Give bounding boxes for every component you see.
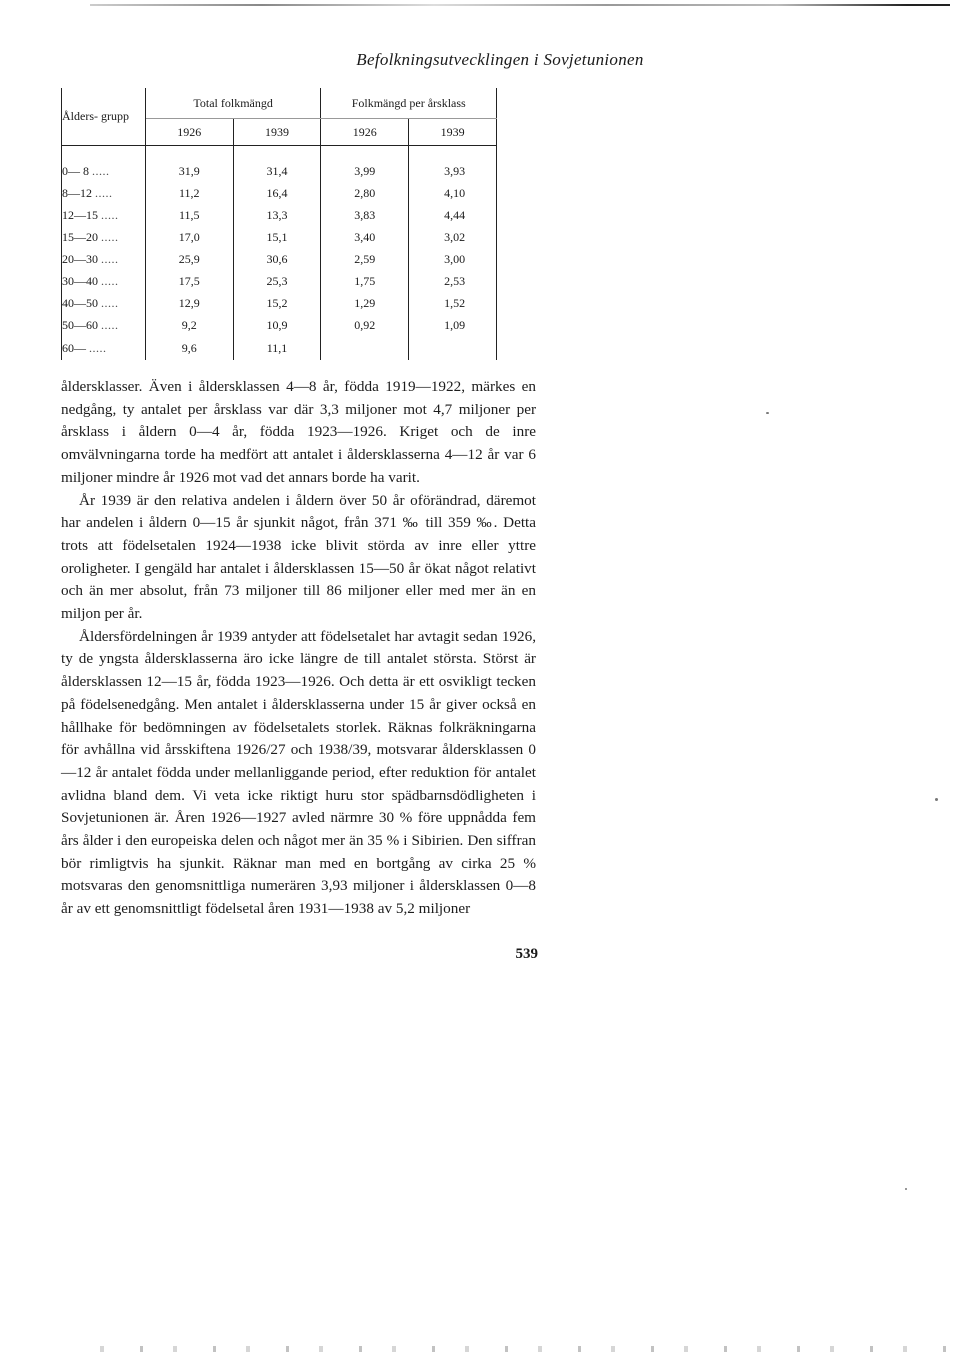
value-cell: 31,9 [145,160,233,182]
value-cell: 2,59 [321,248,409,270]
age-group-cell [62,336,146,360]
value-cell: 17,5 [145,270,233,292]
value-cell: 2,80 [321,182,409,204]
value-cell: 12,9 [145,292,233,314]
value-cell: 9,6 [145,336,233,360]
table-row [62,336,497,360]
scan-edge-line [90,4,950,6]
age-group-cell [62,292,146,314]
age-group-label: 12—15 [62,207,98,222]
value-cell: 0,92 [321,314,409,336]
paragraph: År 1939 är den relativa andelen i åldern över 50 år oförändrad, däremot har andelen i åldern 0—15 år sjunkit något, från 371 ‰ till 359 ‰. Detta trots att födelsetalen 1924—1938 icke blivit störda av inre eller yttre oroligheter. I gengäld har antalet i åldersklassen 15—50 år ökat något relativt och än mer absolut, från 73 miljoner till 86 miljoner eller med mer än en miljon per år. [61,491,536,623]
value-cell: 30,6 [233,248,321,270]
value-cell: 3,83 [321,204,409,226]
value-cell: 4,10 [409,182,497,204]
age-group-cell [62,204,146,226]
total-population-header: Total folkmängd [145,88,321,119]
age-group-label: 8—12 [62,185,92,200]
running-title: Befolkningsutvecklingen i Sovjetunionen [356,50,644,69]
value-cell: 1,09 [409,314,497,336]
leader-dots: ..... [101,229,119,244]
value-cell: 3,93 [409,160,497,182]
value-cell: 1,52 [409,292,497,314]
table-row [62,292,497,314]
leader-dots: ..... [101,317,119,332]
table-row [62,248,497,270]
scan-speck [766,412,769,414]
value-cell: 31,4 [233,160,321,182]
table-row [62,226,497,248]
value-cell: 3,00 [409,248,497,270]
age-group-label: 0— 8 [62,163,89,178]
table-row [62,204,497,226]
body-text [61,376,536,921]
age-group-header: Ålders- grupp [62,88,146,146]
value-cell [321,336,409,360]
year-header: 1939 [233,119,321,146]
paragraph: Åldersfördelningen år 1939 antyder att födelsetalet har avtagit sedan 1926, ty de yngsta åldersklasserna äro icke längre de till antalet största. Störst är åldersklassen 12—15 år, födda 1923—1926. Och detta är ett osvikligt tecken på födelsenedgång. Men antalet i åldersklasserna under 15 år giver också en hållhake för bedömningen av födelsetalets storlek. Räknas folkräkningarna för avhållna vid årsskiftena 1926/27 och 1938/39, motsvarar åldersklassen 0—12 år antalet födda under mellanliggande period, efter reduktion för antalet avlidna bland dem. Vi veta icke riktigt huru stor spädbarnsdödligheten i Sovjetunionen är. Åren 1926—1927 avled närmre 30 % före uppnådda fem års ålder i den europeiska delen och något mer än 35 % i Sibirien. Den siffran bör rimligtvis ha sjunkit. Räknar man med en bortgång av cirka 25 % motsvaras den genomsnittliga numerären 3,93 miljoner i åldersklassen 0—8 år av ett genomsnittligt födelsetal åren 1931—1938 av 5,2 miljoner [61,627,536,918]
age-group-label: 30—40 [62,273,98,288]
age-group-label: 40—50 [62,295,98,310]
leader-dots: ..... [101,273,119,288]
page-number: 539 [515,946,538,962]
paragraph: åldersklasser. Även i åldersklassen 4—8 år, födda 1919—1922, märkes en nedgång, ty antalet per årsklass var där 3,3 miljoner mot 4,7 miljoner per årsklass i åldern 0—4 år, födda 1923—1926. Kriget och de inre omvälvningarna torde ha medfört att antalet i åldersklasserna 4—12 år var 6 miljoner mindre år 1926 mot vad det annars borde ha varit. [61,378,536,486]
value-cell: 11,1 [233,336,321,360]
value-cell: 15,1 [233,226,321,248]
scan-speck [905,1188,907,1190]
value-cell: 17,0 [145,226,233,248]
year-header: 1926 [321,119,409,146]
scan-noise [70,1346,960,1352]
value-cell [409,336,497,360]
value-cell: 4,44 [409,204,497,226]
leader-dots: ..... [101,207,119,222]
value-cell: 1,75 [321,270,409,292]
age-group-label: 15—20 [62,229,98,244]
age-group-cell [62,226,146,248]
year-header: 1926 [145,119,233,146]
age-group-label: 20—30 [62,251,98,266]
table-row [62,270,497,292]
age-group-cell [62,314,146,336]
leader-dots: ..... [101,295,119,310]
value-cell: 11,5 [145,204,233,226]
age-group-cell [62,160,146,182]
value-cell: 16,4 [233,182,321,204]
value-cell: 15,2 [233,292,321,314]
value-cell: 25,9 [145,248,233,270]
value-cell: 25,3 [233,270,321,292]
scan-speck [935,798,938,801]
value-cell: 3,99 [321,160,409,182]
leader-dots: ..... [101,251,119,266]
value-cell: 2,53 [409,270,497,292]
age-group-cell [62,248,146,270]
value-cell: 3,02 [409,226,497,248]
leader-dots: ..... [89,340,107,355]
leader-dots: ..... [95,185,113,200]
age-group-label: 60— [62,340,86,355]
population-table [61,88,497,360]
year-header: 1939 [409,119,497,146]
value-cell: 3,40 [321,226,409,248]
table-row [62,160,497,182]
value-cell: 9,2 [145,314,233,336]
age-group-label: 50—60 [62,317,98,332]
table-row [62,314,497,336]
age-group-cell [62,182,146,204]
value-cell: 1,29 [321,292,409,314]
value-cell: 10,9 [233,314,321,336]
value-cell: 11,2 [145,182,233,204]
per-age-class-header: Folkmängd per årsklass [321,88,497,119]
leader-dots: ..... [92,163,110,178]
table-row [62,182,497,204]
age-group-cell [62,270,146,292]
value-cell: 13,3 [233,204,321,226]
